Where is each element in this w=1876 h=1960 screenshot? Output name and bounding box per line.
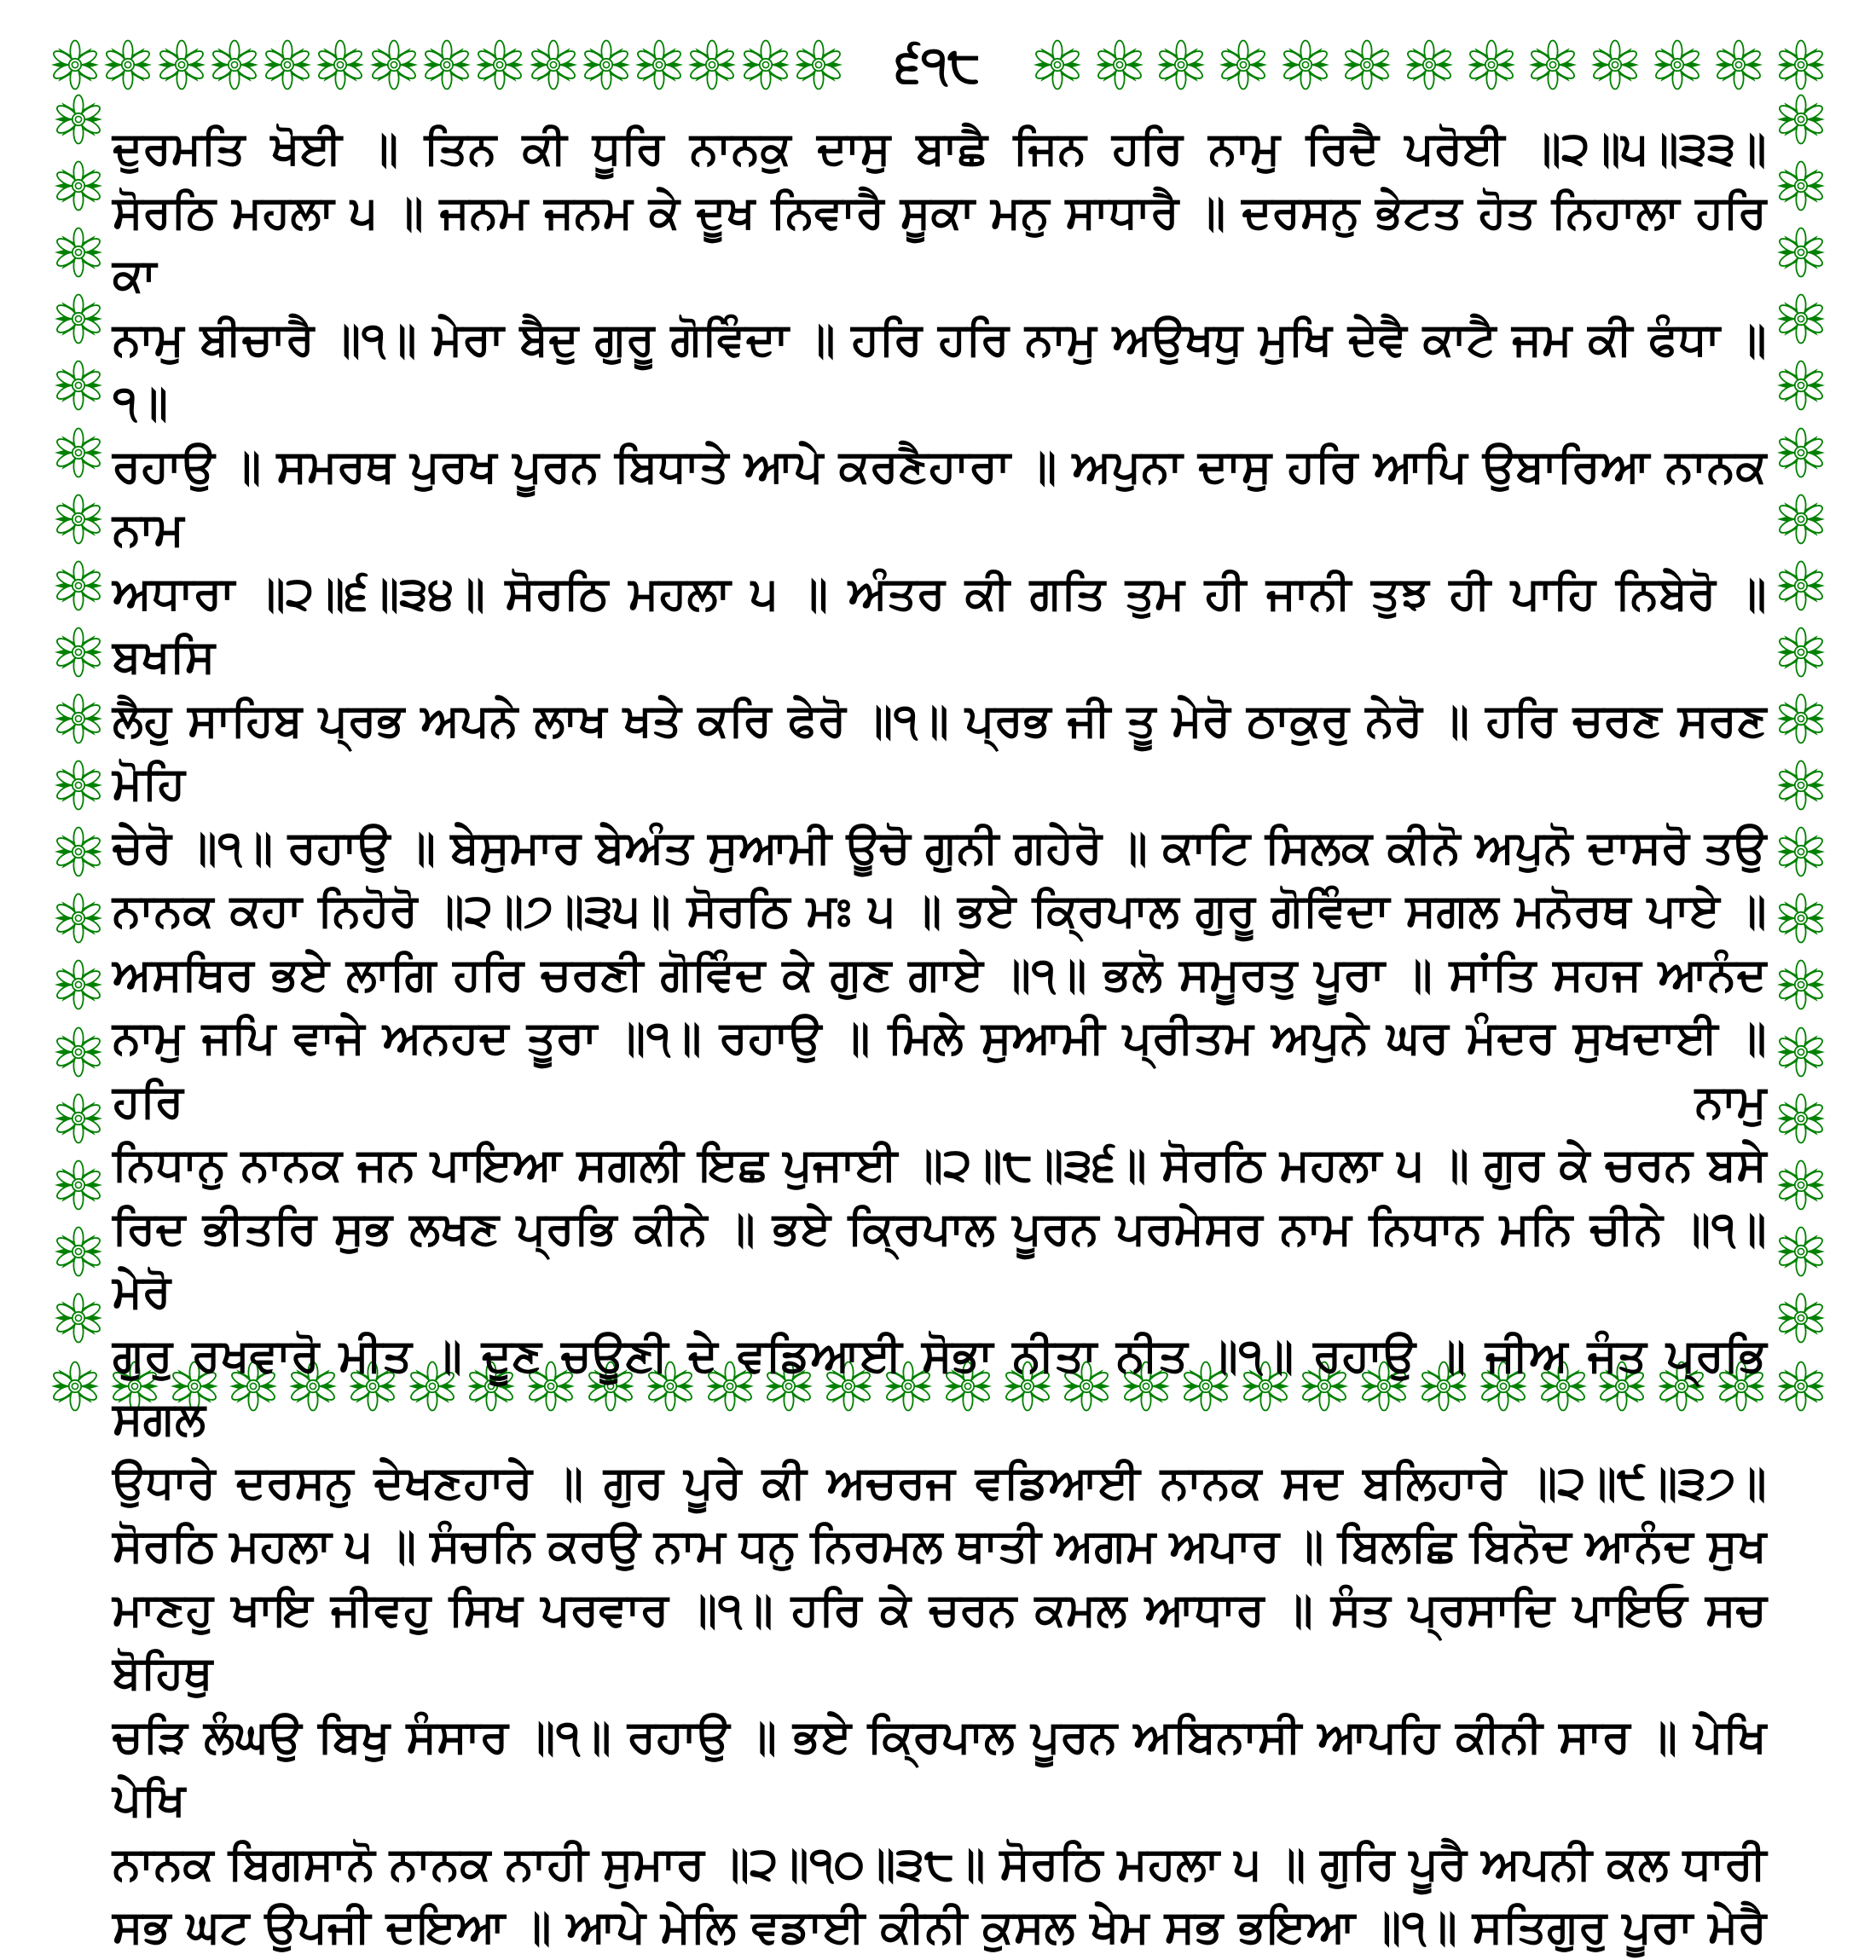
scripture-line: ਸਭ ਘਟ ਉਪਜੀ ਦਇਆ ॥ ਆਪੇ ਮੇਲਿ ਵਡਾਈ ਕੀਨੀ ਕੁਸਲ ਖੇਮ ਸਭ ਭਇਆ ॥੧॥ ਸਤਿਗੁਰੁ ਪੂਰਾ ਮੇਰੈ [113,1902,1767,1952]
scripture-line: ਚੜਿ ਲੰਘਉ ਬਿਖੁ ਸੰਸਾਰ ॥੧॥ ਰਹਾਉ ॥ ਭਏ ਕ੍ਰਿਪਾਲ ਪੂਰਨ ਅਬਿਨਾਸੀ ਆਪਹਿ ਕੀਨੀ ਸਾਰ ॥ ਪੇਖਿ ਪੇਖਿ [113,1711,1767,1825]
flower-ornament-icon [1775,625,1827,679]
flower-ornament-icon [53,292,104,346]
flower-ornament-icon [1775,492,1827,546]
flower-ornament-icon [53,1158,104,1212]
scripture-line: ਰਹਾਉ ॥ ਸਮਰਥ ਪੁਰਖ ਪੂਰਨ ਬਿਧਾਤੇ ਆਪੇ ਕਰਣੈਹਾਰਾ ॥ ਅਪੁਨਾ ਦਾਸੁ ਹਰਿ ਆਪਿ ਉਬਾਰਿਆ ਨਾਨਕ ਨਾਮ [113,441,1767,555]
scripture-line: ਰਿਦ ਭੀਤਰਿ ਸੁਭ ਲਖਣ ਪ੍ਰਭਿ ਕੀਨੇ ॥ ਭਏ ਕ੍ਰਿਪਾਲ ਪੂਰਨ ਪਰਮੇਸਰ ਨਾਮ ਨਿਧਾਨ ਮਨਿ ਚੀਨੇ ॥੧॥ ਮੇਰੋ [113,1203,1767,1317]
flower-ornament-icon [1775,758,1827,812]
flower-ornament-icon [53,159,104,213]
flower-ornament-icon [1775,92,1827,147]
flower-ornament-icon [1775,824,1827,879]
flower-ornament-icon [53,691,104,746]
flower-ornament-icon [1280,38,1331,92]
flower-ornament-icon [49,1359,101,1414]
flower-ornament-icon [1094,38,1145,92]
flower-ornament-icon [102,38,153,92]
scripture-line: ਨਾਨਕ ਬਿਗਸਾਨੋ ਨਾਨਕ ਨਾਹੀ ਸੁਮਾਰ ॥੨॥੧੦॥੩੮॥ ਸੋਰਠਿ ਮਹਲਾ ੫ ॥ ਗੁਰਿ ਪੂਰੈ ਅਪਨੀ ਕਲ ਧਾਰੀ [113,1838,1767,1889]
flower-ornament-icon [1404,38,1455,92]
flower-ornament-icon [315,38,366,92]
flower-ornament-icon [1775,1291,1827,1345]
flower-ornament-icon [53,758,104,812]
flower-ornament-icon [1775,1025,1827,1079]
flower-ornament-icon [53,358,104,413]
flower-ornament-icon [740,38,791,92]
flower-ornament-icon [1775,891,1827,945]
scripture-line: ਨਾਮੁ ਬੀਚਾਰੈ ॥੧॥ ਮੇਰਾ ਬੈਦੁ ਗੁਰੂ ਗੋਵਿੰਦਾ ॥ ਹਰਿ ਹਰਿ ਨਾਮੁ ਅਉਖਧੁ ਮੁਖਿ ਦੇਵੈ ਕਾਟੈ ਜਮ ਕੀ ਫੰਧਾ ॥੧॥ [113,314,1767,428]
flower-ornament-icon [1775,1158,1827,1212]
flower-ornament-icon [53,425,104,480]
flower-ornament-icon [1775,1091,1827,1146]
scripture-line: ਅਧਾਰਾ ॥੨॥੬॥੩੪॥ ਸੋਰਠਿ ਮਹਲਾ ੫ ॥ ਅੰਤਰ ਕੀ ਗਤਿ ਤੁਮ ਹੀ ਜਾਨੀ ਤੁਝ ਹੀ ਪਾਹਿ ਨਿਬੇਰੋ ॥ ਬਖਸਿ [113,568,1767,682]
flower-ornament-icon [53,558,104,613]
flower-ornament-icon [1775,225,1827,280]
flower-ornament-icon [1775,691,1827,746]
flower-ornament-icon [1775,425,1827,480]
page-number: ੬੧੮ [895,37,981,92]
scripture-line: ਉਧਾਰੇ ਦਰਸਨੁ ਦੇਖਣਹਾਰੇ ॥ ਗੁਰ ਪੂਰੇ ਕੀ ਅਚਰਜ ਵਡਿਆਈ ਨਾਨਕ ਸਦ ਬਲਿਹਾਰੇ ॥੨॥੯॥੩੭॥ [113,1457,1767,1508]
flower-ornament-icon [793,38,844,92]
flower-ornament-icon [53,625,104,679]
flower-ornament-icon [49,38,101,92]
flower-ornament-icon [53,492,104,546]
flower-ornament-icon [1218,38,1269,92]
scripture-line: ਨਿਧਾਨੁ ਨਾਨਕ ਜਨ ਪਾਇਆ ਸਗਲੀ ਇਛ ਪੁਜਾਈ ॥੨॥੮॥੩੬॥ ਸੋਰਠਿ ਮਹਲਾ ੫ ॥ ਗੁਰ ਕੇ ਚਰਨ ਬਸੇ [113,1140,1767,1190]
flower-ornament-icon [528,38,579,92]
scripture-line: ਗੁਰੁ ਰਖਵਾਰੋ ਮੀਤ ॥ ਦੂਣ ਚਊਣੀ ਦੇ ਵਡਿਆਈ ਸੋਭਾ ਨੀਤਾ ਨੀਤ ॥੧॥ ਰਹਾਉ ॥ ਜੀਅ ਜੰਤ ਪ੍ਰਭਿ ਸਗਲ [113,1330,1767,1444]
flower-ornament-icon [53,225,104,280]
flower-ornament-icon [1775,957,1827,1012]
flower-ornament-icon [368,38,420,92]
flower-ornament-icon [1775,1224,1827,1279]
scripture-line: ਸੋਰਠਿ ਮਹਲਾ ੫ ॥ ਜਨਮ ਜਨਮ ਕੇ ਦੂਖ ਨਿਵਾਰੈ ਸੂਕਾ ਮਨੁ ਸਾਧਾਰੈ ॥ ਦਰਸਨੁ ਭੇਟਤ ਹੋਤ ਨਿਹਾਲਾ ਹਰਿ ਕਾ [113,187,1767,301]
scripture-text-block [113,118,1767,1960]
flower-ornament-icon [1341,38,1393,92]
scripture-line: ਅਸਥਿਰ ਭਏ ਲਾਗਿ ਹਰਿ ਚਰਣੀ ਗੋਵਿੰਦ ਕੇ ਗੁਣ ਗਾਏ ॥੧॥ ਭਲੋ ਸਮੂਰਤੁ ਪੂਰਾ ॥ ਸਾਂਤਿ ਸਹਜ ਆਨੰਦ [113,949,1767,1000]
flower-ornament-icon [1775,1359,1827,1414]
flower-ornament-icon [474,38,525,92]
flower-ornament-icon [1155,38,1207,92]
top-border-right-flowers [1032,38,1827,92]
flower-ornament-icon [1713,38,1764,92]
flower-ornament-icon [53,1224,104,1279]
scripture-line: ਸੋਰਠਿ ਮਹਲਾ ੫ ॥ ਸੰਚਨਿ ਕਰਉ ਨਾਮ ਧਨੁ ਨਿਰਮਲ ਥਾਤੀ ਅਗਮ ਅਪਾਰ ॥ ਬਿਲਛਿ ਬਿਨੋਦ ਆਨੰਦ ਸੁਖ [113,1521,1767,1571]
flower-ornament-icon [1589,38,1641,92]
flower-ornament-icon [1775,292,1827,346]
flower-ornament-icon [53,1091,104,1146]
scripture-line: ਚੇਰੋ ॥੧॥ ਰਹਾਉ ॥ ਬੇਸੁਮਾਰ ਬੇਅੰਤ ਸੁਆਮੀ ਊਚੋ ਗੁਨੀ ਗਹੇਰੋ ॥ ਕਾਟਿ ਸਿਲਕ ਕੀਨੋ ਅਪੁਨੋ ਦਾਸਰੋ ਤਉ [113,822,1767,873]
left-border-flowers [51,92,106,1345]
flower-ornament-icon [1775,358,1827,413]
flower-ornament-icon [53,92,104,147]
flower-ornament-icon [1775,38,1827,92]
flower-ornament-icon [581,38,632,92]
scripture-line: ਲੈਹੁ ਸਾਹਿਬ ਪ੍ਰਭ ਅਪਨੇ ਲਾਖ ਖਤੇ ਕਰਿ ਫੇਰੋ ॥੧॥ ਪ੍ਰਭ ਜੀ ਤੂ ਮੇਰੋ ਠਾਕੁਰੁ ਨੇਰੋ ॥ ਹਰਿ ਚਰਣ ਸਰਣ ਮੋਹਿ [113,695,1767,809]
scripture-line: ਦੁਰਮਤਿ ਖੋਈ ॥ ਤਿਨ ਕੀ ਧੂਰਿ ਨਾਨਕੁ ਦਾਸੁ ਬਾਛੈ ਜਿਨ ਹਰਿ ਨਾਮੁ ਰਿਦੈ ਪਰੋਈ ॥੨॥੫॥੩੩॥ [113,124,1767,174]
flower-ornament-icon [1775,159,1827,213]
flower-ornament-icon [1775,558,1827,613]
top-border-left-flowers [49,38,844,92]
flower-ornament-icon [53,1025,104,1079]
flower-ornament-icon [1652,38,1703,92]
flower-ornament-icon [53,957,104,1012]
flower-ornament-icon [686,38,738,92]
flower-ornament-icon [421,38,472,92]
flower-ornament-icon [262,38,313,92]
flower-ornament-icon [1527,38,1578,92]
flower-ornament-icon [156,38,207,92]
flower-ornament-icon [209,38,260,92]
scripture-line: ਨਾਮੁ ਜਪਿ ਵਾਜੇ ਅਨਹਦ ਤੂਰਾ ॥੧॥ ਰਹਾਉ ॥ ਮਿਲੇ ਸੁਆਮੀ ਪ੍ਰੀਤਮ ਅਪੁਨੇ ਘਰ ਮੰਦਰ ਸੁਖਦਾਈ ॥ ਹਰਿ ਨਾਮੁ [113,1013,1767,1127]
scripture-line: ਮਾਣਹੁ ਖਾਇ ਜੀਵਹੁ ਸਿਖ ਪਰਵਾਰ ॥੧॥ ਹਰਿ ਕੇ ਚਰਨ ਕਮਲ ਆਧਾਰ ॥ ਸੰਤ ਪ੍ਰਸਾਦਿ ਪਾਇਓ ਸਚ ਬੋਹਿਥੁ [113,1584,1767,1698]
flower-ornament-icon [1466,38,1517,92]
flower-ornament-icon [53,891,104,945]
right-border-flowers [1774,92,1828,1345]
top-border [49,34,1827,95]
flower-ornament-icon [1032,38,1083,92]
flower-ornament-icon [53,824,104,879]
flower-ornament-icon [53,1291,104,1345]
scripture-line: ਨਾਨਕ ਕਹਾ ਨਿਹੋਰੋ ॥੨॥੭॥੩੫॥ ਸੋਰਠਿ ਮਃ ੫ ॥ ਭਏ ਕ੍ਰਿਪਾਲ ਗੁਰੂ ਗੋਵਿੰਦਾ ਸਗਲ ਮਨੋਰਥ ਪਾਏ ॥ [113,886,1768,936]
flower-ornament-icon [634,38,685,92]
